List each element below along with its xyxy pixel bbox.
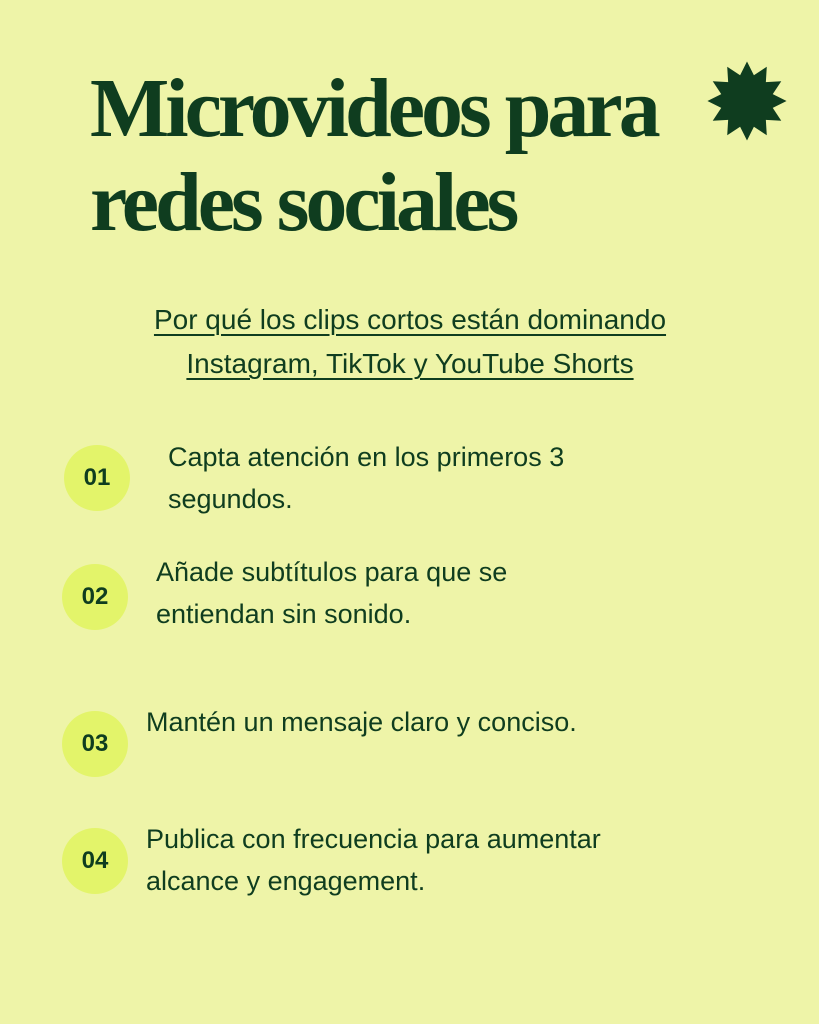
- step-text-3: Mantén un mensaje claro y conciso.: [146, 707, 577, 737]
- step-number-badge-1: 01: [64, 445, 130, 511]
- title-line-1: Microvideos para: [90, 62, 657, 155]
- step-text-4: Publica con frecuencia para aumentar alcance y engagement.: [146, 824, 601, 896]
- step-number-badge-2: 02: [62, 564, 128, 630]
- step-number-badge-4: 04: [62, 828, 128, 894]
- page-title: [90, 62, 730, 250]
- step-text-1: Capta atención en los primeros 3 segundos.: [168, 442, 565, 514]
- step-number-badge-3: 03: [62, 711, 128, 777]
- step-text-2: Añade subtítulos para que se entiendan sin sonido.: [156, 557, 508, 629]
- subtitle-line-2: Instagram, TikTok y YouTube Shorts: [186, 348, 634, 379]
- starburst-icon: [704, 58, 790, 144]
- title-line-2: redes sociales: [90, 156, 516, 249]
- subtitle-line-1: Por qué los clips cortos están dominando: [153, 304, 667, 335]
- subtitle: [60, 298, 760, 386]
